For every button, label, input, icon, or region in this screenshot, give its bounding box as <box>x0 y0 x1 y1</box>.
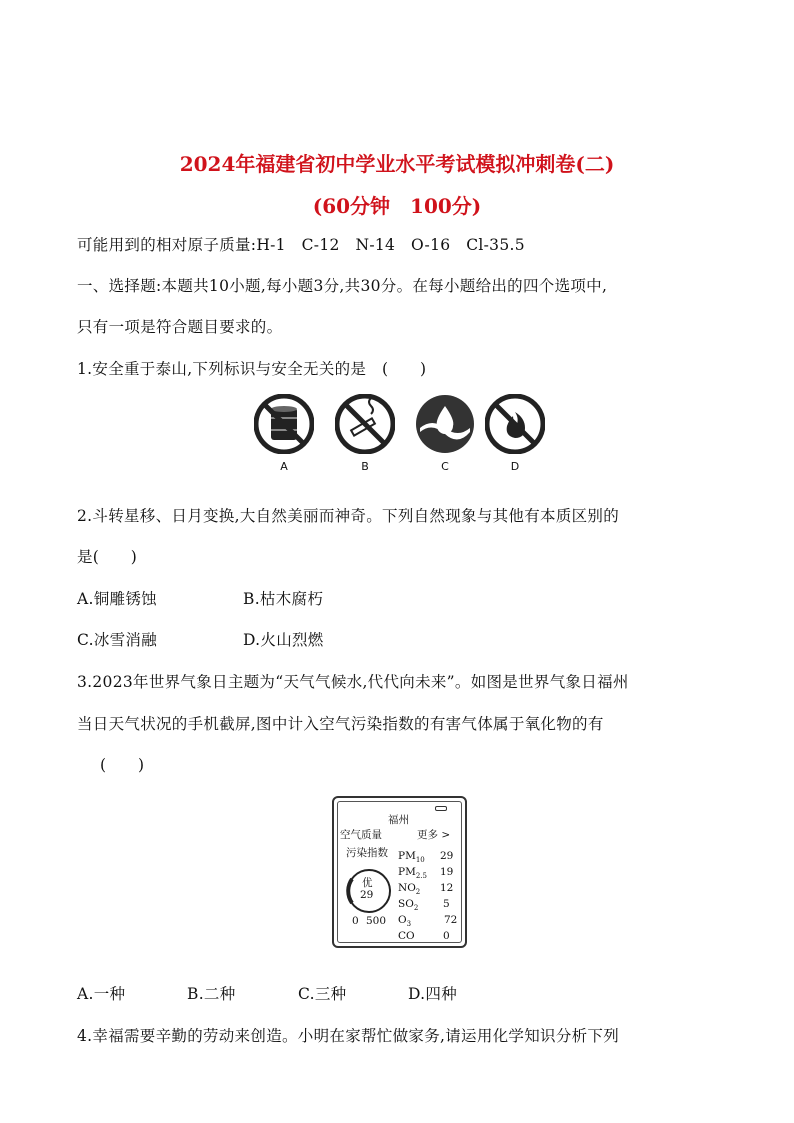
exam-title: 2024年福建省初中学业水平考试模拟冲刺卷(二) <box>179 152 615 176</box>
pollutant-value: 29 <box>440 850 454 862</box>
pollutant-value: 72 <box>444 914 458 926</box>
aqi-value: 29 <box>360 889 374 901</box>
phone-air-quality: 空气质量 <box>340 829 382 841</box>
sign-label-a: A <box>280 460 288 473</box>
question-2-stem: 2.斗转星移、日月变换,大自然美丽而神奇。下列自然现象与其他有本质区别的 <box>77 507 620 525</box>
pollutant-value: 12 <box>440 882 454 894</box>
pollutant-name: $PM_{2.5}$ <box>398 866 427 881</box>
question-3-answer-blank: ( ) <box>100 756 145 774</box>
phone-screen <box>337 801 462 943</box>
exam-subtitle: (60分钟 100分) <box>312 194 482 218</box>
question-3-stem: 3.2023年世界气象日主题为“天气气候水,代代向未来”。如图是世界气象日福州 <box>77 673 629 691</box>
question-2-option-d: D.火山烈燃 <box>243 631 324 649</box>
aqi-scale-max: 500 <box>366 915 387 927</box>
phone-screenshot <box>332 796 467 948</box>
question-3-option-b: B.二种 <box>187 985 236 1003</box>
aqi-grade: 优 <box>362 877 373 889</box>
atomic-masses: 可能用到的相对原子质量:H-1 C-12 N-14 O-16 Cl-35.5 <box>77 236 525 254</box>
question-2-option-a: A.铜雕锈蚀 <box>77 590 157 608</box>
section-heading-cont: 只有一项是符合题目要求的。 <box>77 318 283 336</box>
section-heading: 一、选择题:本题共10小题,每小题3分,共30分。在每小题给出的四个选项中, <box>77 277 608 295</box>
question-2-option-c: C.冰雪消融 <box>77 631 158 649</box>
pollutant-name: $PM_{10}$ <box>398 850 425 865</box>
question-3-option-a: A.一种 <box>77 985 126 1003</box>
phone-city: 福州 <box>388 814 409 826</box>
phone-index-label: 污染指数 <box>346 847 388 859</box>
pollutant-name: $O_3$ <box>398 914 412 929</box>
phone-more-link: 更多 > <box>417 829 451 841</box>
pollutant-value: 0 <box>443 930 450 942</box>
pollutant-name: $NO_2$ <box>398 882 421 897</box>
pollutant-value: 5 <box>443 898 450 910</box>
question-1-stem: 1.安全重于泰山,下列标识与安全无关的是 ( ) <box>77 360 427 378</box>
pollutant-name: CO <box>398 930 415 942</box>
question-3-option-c: C.三种 <box>298 985 347 1003</box>
question-4-stem: 4.幸福需要辛勤的劳动来创造。小明在家帮忙做家务,请运用化学知识分析下列 <box>77 1027 620 1045</box>
question-3-option-d: D.四种 <box>408 985 458 1003</box>
pollutant-name: $SO_2$ <box>398 898 419 913</box>
aqi-scale-min: 0 <box>352 915 359 927</box>
water-saving-icon <box>415 394 475 454</box>
no-oil-barrel-icon <box>254 394 314 454</box>
phone-speaker <box>435 806 447 811</box>
question-3-stem-cont: 当日天气状况的手机截屏,图中计入空气污染指数的有害气体属于氧化物的有 <box>77 715 604 733</box>
question-1-signs <box>254 394 554 478</box>
pollutant-value: 19 <box>440 866 454 878</box>
no-fire-icon <box>485 394 545 454</box>
no-smoking-icon <box>335 394 395 454</box>
sign-label-d: D <box>510 460 520 473</box>
question-2-stem-cont: 是( ) <box>77 548 138 566</box>
sign-label-b: B <box>361 460 369 473</box>
question-2-option-b: B.枯木腐朽 <box>243 590 324 608</box>
sign-label-c: C <box>441 460 449 473</box>
